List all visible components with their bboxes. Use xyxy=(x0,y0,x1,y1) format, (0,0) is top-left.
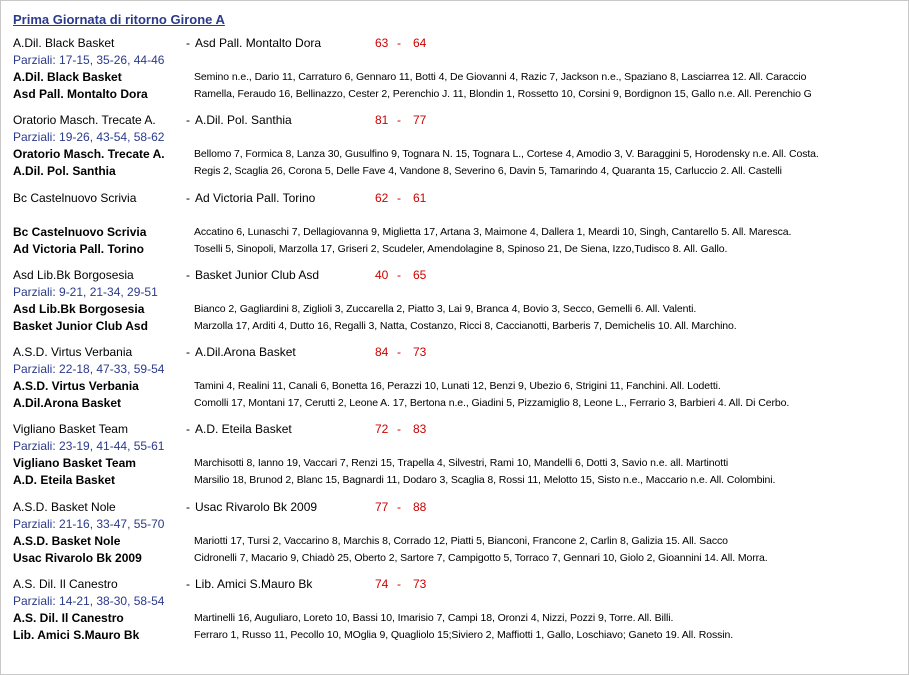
match-block xyxy=(1,190,901,267)
partials: Parziali: 19-26, 43-54, 58-62 xyxy=(13,130,165,144)
away-team-bold: Basket Junior Club Asd xyxy=(13,319,148,333)
away-players: Comolli 17, Montani 17, Cerutti 2, Leone A. 17, Bertona n.e., Giadini 5, Pizzamiglio 8, Leone L., Ferrario 3, Barbieri 4. All. Di Cerbo. xyxy=(194,397,790,409)
home-team-bold: Oratorio Masch. Trecate A. xyxy=(13,147,165,161)
home-team-bold: A.S.D. Virtus Verbania xyxy=(13,379,139,393)
home-players: Accatino 6, Lunaschi 7, Dellagiovanna 9, Miglietta 17, Artana 3, Maimone 4, Dallera 1, Meardi 10, Singh, Cantarello 5. All. Maresca. xyxy=(194,226,792,238)
home-score: 81 xyxy=(375,113,389,127)
home-team: Bc Castelnuovo Scrivia xyxy=(13,191,137,205)
match-block xyxy=(1,499,901,576)
home-players: Martinelli 16, Auguliaro, Loreto 10, Bassi 10, Imarisio 7, Campi 18, Oronzi 4, Nizzi, Pozzi 9, Torre. All. Billi. xyxy=(194,612,674,624)
away-score: 73 xyxy=(413,345,427,359)
home-team: A.S.D. Basket Nole xyxy=(13,500,116,514)
score-separator: - xyxy=(397,191,401,205)
home-team-bold: Asd Lib.Bk Borgosesia xyxy=(13,302,145,316)
page-title[interactable]: Prima Giornata di ritorno Girone A xyxy=(13,12,225,27)
away-score: 77 xyxy=(413,113,427,127)
score-separator: - xyxy=(397,345,401,359)
away-players: Ramella, Feraudo 16, Bellinazzo, Cester 2, Perenchio J. 11, Blondin 1, Rossetto 10, Corsini 9, Bordignon 15, Gallo n.e. All. Perenchio G xyxy=(194,88,812,100)
away-team-bold: A.Dil. Pol. Santhia xyxy=(13,164,116,178)
away-team-bold: Ad Victoria Pall. Torino xyxy=(13,242,144,256)
away-team: Usac Rivarolo Bk 2009 xyxy=(195,500,318,514)
home-team: Vigliano Basket Team xyxy=(13,422,128,436)
match-block xyxy=(1,35,901,112)
away-team-bold: Usac Rivarolo Bk 2009 xyxy=(13,551,142,565)
away-players: Marzolla 17, Arditi 4, Dutto 16, Regalli 3, Natta, Costanzo, Ricci 8, Caccianotti, Barberis 7, Demichelis 10. All. Marchino. xyxy=(194,320,737,332)
score-separator: - xyxy=(397,500,401,514)
away-players: Ferraro 1, Russo 11, Pecollo 10, MOglia 9, Quagliolo 15;Siviero 2, Maffiotti 1, Gallo, Loschiavo; Ganeto 19. All. Rossin. xyxy=(194,629,734,641)
home-players: Bianco 2, Gagliardini 8, Ziglioli 3, Zuccarella 2, Piatto 3, Lai 9, Branca 4, Bovio 3, Secco, Gemelli 6. All. Valenti. xyxy=(194,303,697,315)
away-team-bold: Asd Pall. Montalto Dora xyxy=(13,87,148,101)
home-players: Semino n.e., Dario 11, Carraturo 6, Gennaro 11, Botti 4, De Giovanni 4, Razic 7, Jackson n.e., Spaziano 8, Lasciarrea 12. All. Caraccio xyxy=(194,71,807,83)
team-separator: - xyxy=(186,345,190,359)
away-score: 64 xyxy=(413,36,427,50)
partials: Parziali: 17-15, 35-26, 44-46 xyxy=(13,53,165,67)
home-score: 77 xyxy=(375,500,389,514)
home-team: A.Dil. Black Basket xyxy=(13,36,115,50)
score-separator: - xyxy=(397,268,401,282)
away-score: 65 xyxy=(413,268,427,282)
home-players: Bellomo 7, Formica 8, Lanza 30, Gusulfino 9, Tognara N. 15, Tognara L., Cortese 4, Amodio 3, V. Baraggini 5, Horodensky n.e. All. Costa. xyxy=(194,148,819,160)
match-block xyxy=(1,344,901,421)
away-team: Ad Victoria Pall. Torino xyxy=(195,191,316,205)
home-team-bold: Vigliano Basket Team xyxy=(13,456,136,470)
home-team-bold: A.S.D. Basket Nole xyxy=(13,534,121,548)
home-team-bold: Bc Castelnuovo Scrivia xyxy=(13,225,147,239)
away-team-bold: A.Dil.Arona Basket xyxy=(13,396,122,410)
away-players: Marsilio 18, Brunod 2, Blanc 15, Bagnardi 11, Dodaro 3, Scaglia 8, Rossi 11, Melotto 15, Sisto n.e., Maccario n.e. All. Colombini. xyxy=(194,474,776,486)
home-players: Mariotti 17, Tursi 2, Vaccarino 8, Marchis 8, Corrado 12, Piatti 5, Bianconi, Francone 2, Carlin 8, Galizia 15. All. Sacco xyxy=(194,535,728,547)
away-score: 73 xyxy=(413,577,427,591)
match-block xyxy=(1,576,901,653)
home-team: Asd Lib.Bk Borgosesia xyxy=(13,268,134,282)
team-separator: - xyxy=(186,500,190,514)
team-separator: - xyxy=(186,577,190,591)
partials: Parziali: 23-19, 41-44, 55-61 xyxy=(13,439,165,453)
home-team: Oratorio Masch. Trecate A. xyxy=(13,113,156,127)
away-team: A.Dil. Pol. Santhia xyxy=(195,113,292,127)
away-team: Basket Junior Club Asd xyxy=(195,268,320,282)
team-separator: - xyxy=(186,268,190,282)
match-block xyxy=(1,112,901,189)
away-score: 83 xyxy=(413,422,427,436)
away-score: 61 xyxy=(413,191,427,205)
score-separator: - xyxy=(397,113,401,127)
home-players: Tamini 4, Realini 11, Canali 6, Bonetta 16, Perazzi 10, Lunati 12, Benzi 9, Ubezio 6, Strigini 11, Fanchini. All. Lodetti. xyxy=(194,380,721,392)
home-team-bold: A.S. Dil. Il Canestro xyxy=(13,611,124,625)
match-block xyxy=(1,421,901,498)
home-score: 72 xyxy=(375,422,389,436)
home-team: A.S.D. Virtus Verbania xyxy=(13,345,133,359)
score-separator: - xyxy=(397,577,401,591)
score-separator: - xyxy=(397,36,401,50)
away-team: A.D. Eteila Basket xyxy=(195,422,292,436)
home-score: 84 xyxy=(375,345,389,359)
away-team-bold: Lib. Amici S.Mauro Bk xyxy=(13,628,140,642)
away-players: Toselli 5, Sinopoli, Marzolla 17, Griseri 2, Scudeler, Amendolagine 8, Spinoso 21, De Siena, Izzo,Tudisco 8. All. Gallo. xyxy=(194,243,728,255)
home-team-bold: A.Dil. Black Basket xyxy=(13,70,122,84)
partials: Parziali: 9-21, 21-34, 29-51 xyxy=(13,285,158,299)
home-players: Marchisotti 8, Ianno 19, Vaccari 7, Renzi 15, Trapella 4, Silvestri, Rami 10, Mandelli 6, Dotti 3, Savio n.e. all. Martinotti xyxy=(194,457,729,469)
away-players: Cidronelli 7, Macario 9, Chiadò 25, Oberto 2, Sartore 7, Campigotto 5, Torraco 7, Gennari 10, Giolo 2, Gioannini 14. All. Morra. xyxy=(194,552,768,564)
score-separator: - xyxy=(397,422,401,436)
partials: Parziali: 21-16, 33-47, 55-70 xyxy=(13,517,165,531)
team-separator: - xyxy=(186,113,190,127)
home-score: 40 xyxy=(375,268,389,282)
home-team: A.S. Dil. Il Canestro xyxy=(13,577,118,591)
home-score: 63 xyxy=(375,36,389,50)
team-separator: - xyxy=(186,191,190,205)
away-players: Regis 2, Scaglia 26, Corona 5, Delle Fave 4, Vandone 8, Severino 6, Davin 5, Tamarindo 4, Quaranta 15, Carluccio 2. All. Castelli xyxy=(194,165,782,177)
away-team: A.Dil.Arona Basket xyxy=(195,345,296,359)
partials: Parziali: 22-18, 47-33, 59-54 xyxy=(13,362,165,376)
match-block xyxy=(1,267,901,344)
away-team: Asd Pall. Montalto Dora xyxy=(195,36,322,50)
team-separator: - xyxy=(186,422,190,436)
away-team-bold: A.D. Eteila Basket xyxy=(13,473,116,487)
team-separator: - xyxy=(186,36,190,50)
away-score: 88 xyxy=(413,500,427,514)
home-score: 74 xyxy=(375,577,389,591)
home-score: 62 xyxy=(375,191,389,205)
partials: Parziali: 14-21, 38-30, 58-54 xyxy=(13,594,165,608)
away-team: Lib. Amici S.Mauro Bk xyxy=(195,577,313,591)
